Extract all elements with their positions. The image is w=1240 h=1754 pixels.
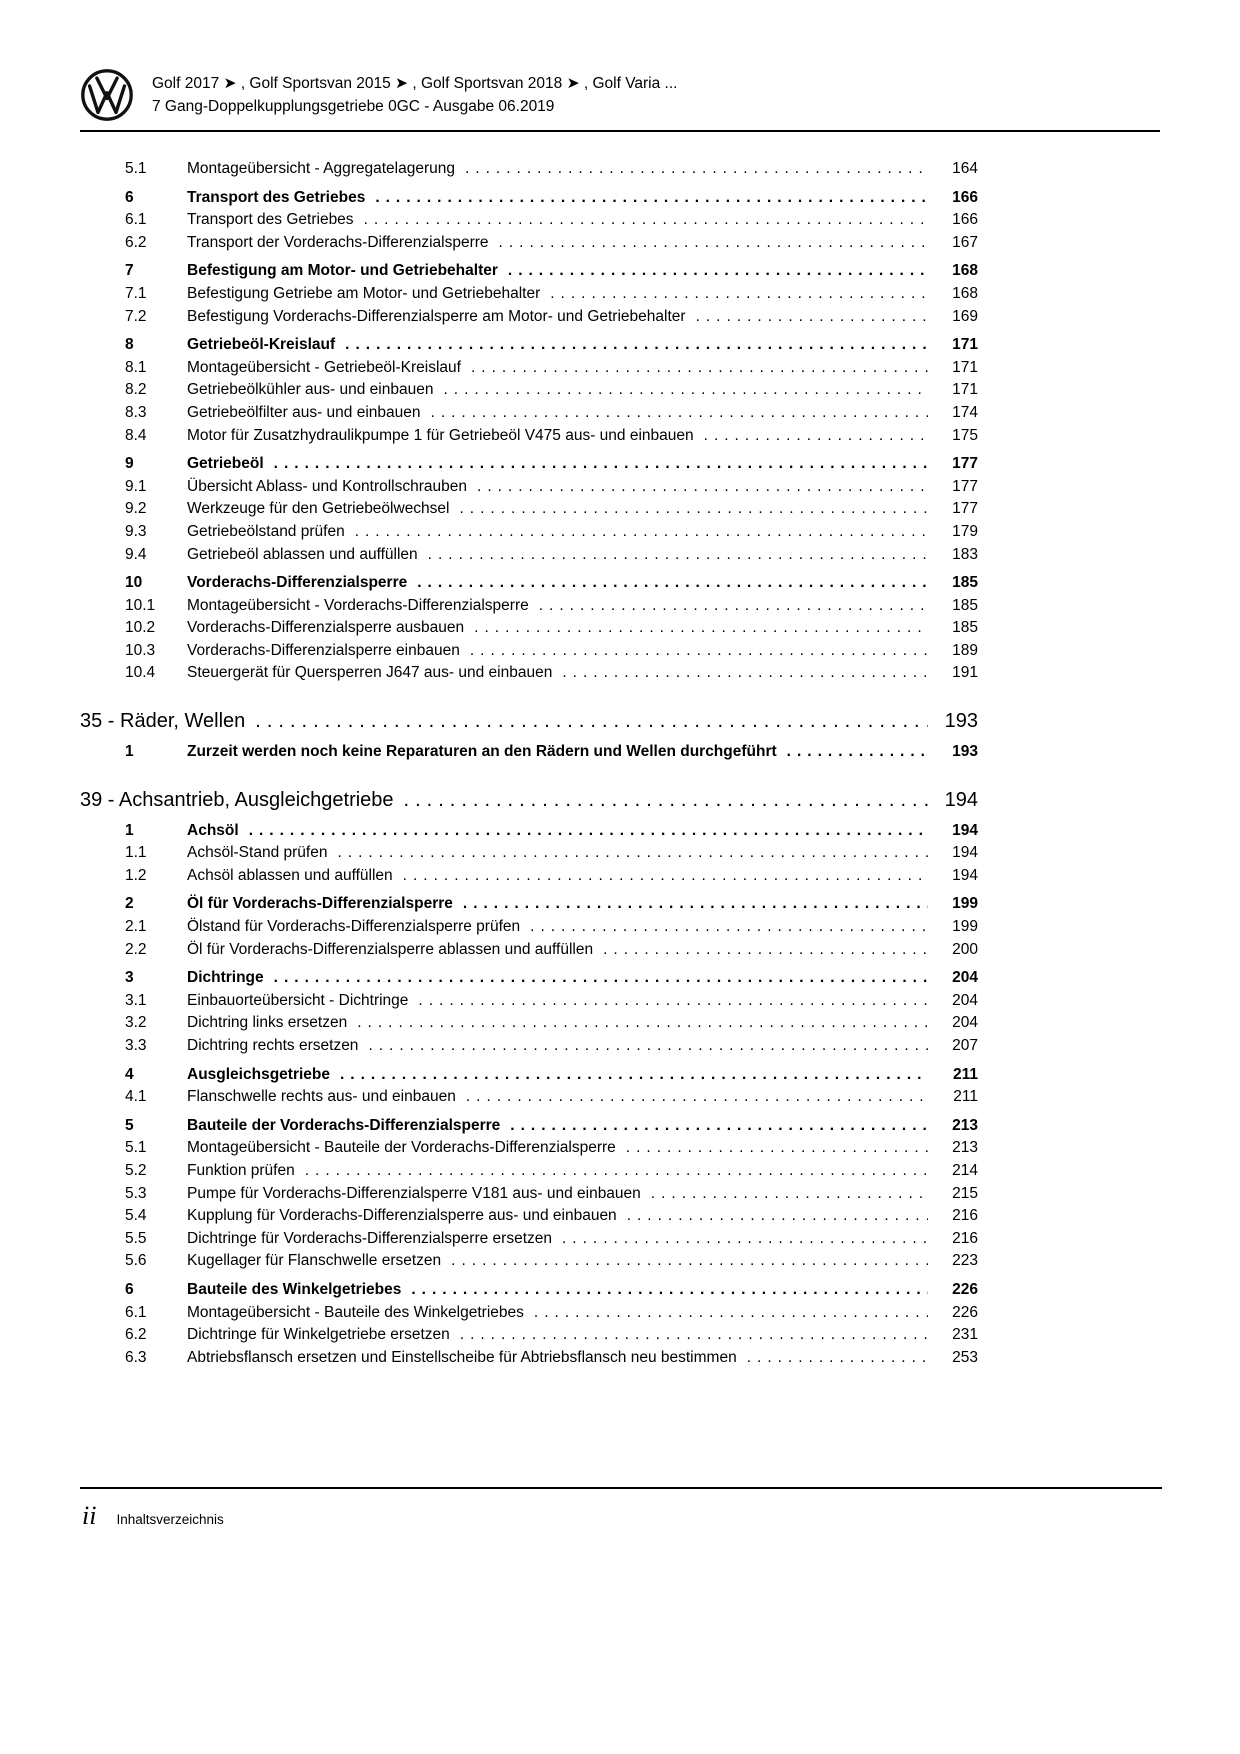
toc-entry-number: 6 [125,188,134,206]
toc-entry-page: 171 [952,358,978,376]
toc-entry-number: 9 [125,455,134,473]
toc-entry-page: 166 [952,211,978,229]
toc-entry [80,1086,978,1109]
dot-leader [470,640,928,663]
toc-entry-number: 9.1 [125,477,147,495]
toc-entry-page: 213 [952,1139,978,1157]
toc-entry-page: 253 [952,1348,978,1366]
toc-entry-title: Transport des Getriebes [187,211,354,229]
dot-leader [340,1064,928,1087]
toc-entry [80,283,978,306]
toc-entry-page: 167 [952,233,978,251]
toc-entry-page: 215 [952,1184,978,1202]
toc-entry-title: Getriebeöl-Kreislauf [187,336,336,354]
toc-entry [80,306,978,329]
footer-label: Inhaltsverzeichnis [116,1512,224,1527]
dot-leader [651,1183,928,1206]
toc-entry-page: 216 [952,1207,978,1225]
toc-entry-page: 211 [953,1088,978,1106]
toc-entry-number: 5.2 [125,1161,147,1179]
toc-entry-title: Dichtring rechts ersetzen [187,1037,359,1054]
toc-entry-page: 171 [952,381,978,399]
toc-entry-title: Getriebeöl ablassen und auffüllen [187,545,418,563]
toc-entry-page: 177 [952,455,978,473]
dot-leader [443,379,928,402]
dot-leader [417,572,928,595]
toc-entry-page: 183 [952,545,978,563]
dot-leader [460,498,929,521]
toc-entry-title: Vorderachs-Differenzialsperre einbauen [187,641,460,659]
toc-entry-title: Pumpe für Vorderachs-Differenzialsperre V181 aus- und einbauen [187,1184,641,1202]
toc-entry-title: Ölstand für Vorderachs-Differenzialsperre prüfen [187,918,521,936]
toc-entry-number: 5.5 [125,1229,147,1247]
toc-entry-title: Öl für Vorderachs-Differenzialsperre ablassen und auffüllen [187,940,594,958]
toc-entry [80,1228,978,1251]
toc-entry-title: Motor für Zusatzhydraulikpumpe 1 für Getriebeöl V475 aus- und einbauen [187,426,694,444]
toc-entry-page: 193 [952,743,978,761]
toc-entry-page: 194 [952,844,978,862]
toc-entry [80,544,978,567]
page-footer [80,1487,1162,1531]
toc-entry-number: 3 [125,969,134,987]
toc-entry [80,820,978,843]
toc-entry-page: 194 [952,866,978,884]
toc [80,158,978,1369]
toc-entry-title: Vorderachs-Differenzialsperre ausbauen [187,619,465,637]
dot-leader [787,741,928,764]
toc-entry-title: Getriebeölstand prüfen [187,522,345,540]
toc-entry-page: 191 [952,664,978,682]
toc-entry-title: 39 - Achsantrieb, Ausgleichgetriebe [80,788,394,811]
toc-entry-page: 185 [952,596,978,614]
dot-leader [368,1035,928,1058]
dot-leader [403,865,928,888]
dot-leader [345,334,928,357]
dot-leader [508,260,928,283]
toc-entry-title: Werkzeuge für den Getriebeölwechsel [187,500,450,518]
toc-entry-page: 213 [952,1116,978,1134]
dot-leader [530,916,928,939]
toc-entry [80,498,978,521]
toc-entry [80,1160,978,1183]
toc-entry [80,1064,978,1087]
toc-entry-title: Montageübersicht - Aggregatelagerung [187,160,455,177]
toc-entry-page: 168 [952,284,978,302]
toc-entry-number: 9.2 [125,500,147,518]
toc-entry [80,1115,978,1138]
toc-entry [80,1183,978,1206]
footer-row [80,1501,1162,1531]
toc-entry [80,453,978,476]
toc-entry-page: 194 [952,821,978,839]
dot-leader [626,1137,928,1160]
toc-entry [80,187,978,210]
dot-leader [465,158,928,181]
toc-entry-title: Flanschwelle rechts aus- und einbauen [187,1088,456,1106]
toc-entry-number: 9.3 [125,522,147,540]
footer-page-number: ii [82,1501,97,1530]
toc-entry-title: Ausgleichsgetriebe [187,1065,330,1083]
header-text [152,72,677,118]
dot-leader [510,1115,928,1138]
toc-entry-number: 7.2 [125,307,147,325]
dot-leader [466,1086,928,1109]
toc-entry-page: 231 [952,1326,978,1344]
dot-leader [562,1228,928,1251]
dot-leader [477,476,928,499]
toc-entry [80,741,978,764]
toc-entry-title: Befestigung Vorderachs-Differenzialsperre am Motor- und Getriebehalter [187,307,686,325]
toc-entry [80,1137,978,1160]
toc-entry-page: 199 [952,895,978,913]
toc-entry [80,842,978,865]
toc-entry-page: 226 [952,1280,978,1298]
toc-entry [80,476,978,499]
toc-entry-page: 177 [952,500,978,518]
toc-entry-title: Transport der Vorderachs-Differenzialsperre [187,233,489,251]
toc-entry [80,1250,978,1273]
toc-entry [80,260,978,283]
toc-entry-title: 35 - Räder, Wellen [80,710,246,733]
toc-entry [80,572,978,595]
toc-entry [80,425,978,448]
toc-entry-title: Befestigung Getriebe am Motor- und Getriebehalter [187,284,541,302]
toc-entry-title: Öl für Vorderachs-Differenzialsperre [187,895,453,913]
toc-entry [80,662,978,685]
toc-entry-number: 1.1 [125,844,147,862]
toc-entry-title: Achsöl [187,821,239,839]
toc-entry-number: 10.1 [125,596,156,614]
toc-entry [80,379,978,402]
toc-entry-title: Getriebeölkühler aus- und einbauen [187,381,434,399]
header-divider [80,130,1160,132]
toc-entry-number: 4.1 [125,1088,147,1106]
toc-entry-page: 175 [952,426,978,444]
toc-entry-page: 168 [952,262,978,280]
toc-entry-title: Montageübersicht - Bauteile des Winkelgetriebes [187,1303,524,1321]
toc-entry [80,1347,978,1370]
toc-entry [80,1279,978,1302]
toc-entry-number: 10.2 [125,619,156,637]
toc-entry-title: Vorderachs-Differenzialsperre [187,574,408,592]
toc-entry-number: 10 [125,574,143,592]
toc-entry [80,1012,978,1035]
toc-entry [80,232,978,255]
dot-leader [704,425,928,448]
toc-entry [80,1205,978,1228]
toc-entry-number: 2 [125,895,134,913]
toc-entry [80,158,978,181]
dot-leader [249,820,928,843]
toc-entry [80,209,978,232]
toc-entry-page: 189 [952,641,978,659]
dot-leader [355,521,928,544]
toc-entry-title: Einbauorteübersicht - Dichtringe [187,991,409,1009]
dot-leader [274,967,928,990]
dot-leader [499,232,928,255]
header-subtitle: 7 Gang-Doppelkupplungsgetriebe 0GC - Ausgabe 06.2019 [152,98,555,115]
toc-entry-page: 193 [944,710,978,733]
toc-entry-page: 185 [952,574,978,592]
toc-entry-number: 7.1 [125,284,147,302]
toc-entry-title: Dichtringe [187,969,264,987]
dot-leader [696,306,928,329]
dot-leader [357,1012,928,1035]
dot-leader [451,1250,928,1273]
toc-entry [80,1324,978,1347]
dot-leader [562,662,928,685]
toc-entry-title: Bauteile des Winkelgetriebes [187,1280,402,1298]
toc-entry-number: 6.1 [125,1303,147,1321]
toc-entry-title: Befestigung am Motor- und Getriebehalter [187,262,498,280]
toc-entry-number: 3.2 [125,1014,147,1032]
toc-entry [80,334,978,357]
toc-entry [80,640,978,663]
toc-entry [80,916,978,939]
toc-entry-title: Steuergerät für Quersperren J647 aus- und einbauen [187,664,553,682]
toc-entry-number: 6.3 [125,1348,147,1366]
toc-entry-title: Montageübersicht - Vorderachs-Differenzialsperre [187,596,529,614]
toc-entry-page: 177 [952,477,978,495]
toc-entry-page: 204 [952,1014,978,1032]
dot-leader [534,1302,928,1325]
toc-entry-number: 8.2 [125,381,147,399]
toc-entry-page: 204 [952,969,978,987]
toc-entry-number: 6 [125,1280,134,1298]
toc-entry [80,865,978,888]
toc-entry [80,967,978,990]
toc-entry-title: Zurzeit werden noch keine Reparaturen an den Rädern und Wellen durchgeführt [187,743,777,761]
toc-entry-page: 214 [952,1161,978,1179]
toc-entry-title: Dichtring links ersetzen [187,1014,348,1032]
toc-entry [80,707,978,735]
toc-entry [80,786,978,814]
toc-entry-number: 2.2 [125,940,147,958]
toc-entry-page: 199 [952,918,978,936]
dot-leader [471,357,928,380]
toc-entry-title: Funktion prüfen [187,1161,295,1179]
toc-entry-page: 194 [944,788,978,811]
toc-entry [80,357,978,380]
toc-entry-title: Montageübersicht - Bauteile der Vorderachs-Differenzialsperre [187,1139,616,1157]
dot-leader [375,187,928,210]
dot-leader [337,842,928,865]
toc-entry-number: 8.3 [125,403,147,421]
toc-entry-number: 6.2 [125,1326,147,1344]
toc-entry-page: 166 [952,188,978,206]
toc-entry-number: 5.1 [125,160,147,177]
toc-entry-number: 6.2 [125,233,147,251]
dot-leader [431,402,928,425]
toc-entry [80,1302,978,1325]
toc-entry-page: 200 [952,940,978,958]
toc-entry-title: Transport des Getriebes [187,188,366,206]
toc-entry-number: 5.4 [125,1207,147,1225]
toc-entry-page: 185 [952,619,978,637]
toc-entry [80,893,978,916]
dot-leader [305,1160,928,1183]
toc-entry-number: 8 [125,336,134,354]
toc-entry-number: 8.1 [125,358,147,376]
toc-entry-number: 5.6 [125,1252,147,1270]
toc-entry-number: 2.1 [125,918,147,936]
dot-leader [550,283,928,306]
toc-entry-number: 1.2 [125,866,147,884]
toc-entry-page: 207 [952,1037,978,1054]
toc-entry-title: Getriebeölfilter aus- und einbauen [187,403,421,421]
toc-entry-number: 3.1 [125,991,147,1009]
toc-entry [80,402,978,425]
dot-leader [411,1279,928,1302]
toc-entry-page: 169 [952,307,978,325]
toc-entry-title: Bauteile der Vorderachs-Differenzialsperre [187,1116,501,1134]
toc-entry-page: 216 [952,1229,978,1247]
dot-leader [539,595,928,618]
page-header [80,68,1160,132]
dot-leader [364,209,928,232]
toc-entry-page: 179 [952,522,978,540]
toc-entry [80,1035,978,1058]
toc-entry-page: 223 [952,1252,978,1270]
toc-entry-number: 4 [125,1065,134,1083]
toc-entry-page: 204 [952,991,978,1009]
dot-leader [747,1347,928,1370]
toc-entry-number: 5 [125,1116,134,1134]
toc-entry-number: 7 [125,262,134,280]
toc-entry-number: 5.3 [125,1184,147,1202]
toc-entry-number: 6.1 [125,211,147,229]
toc-entry-page: 174 [952,403,978,421]
toc-entry [80,617,978,640]
vw-logo-icon [80,68,134,122]
toc-entry-number: 10.3 [125,641,156,659]
toc-entry-title: Kupplung für Vorderachs-Differenzialsperre aus- und einbauen [187,1207,617,1225]
toc-entry-page: 164 [952,160,978,177]
dot-leader [627,1205,928,1228]
toc-entry [80,521,978,544]
dot-leader [603,939,928,962]
toc-entry-title: Achsöl-Stand prüfen [187,844,328,862]
header-models: Golf 2017 ➤ , Golf Sportsvan 2015 ➤ , Golf Sportsvan 2018 ➤ , Golf Varia ... [152,75,678,92]
toc-entry [80,595,978,618]
toc-entry-page: 211 [952,1065,978,1083]
toc-entry-title: Dichtringe für Winkelgetriebe ersetzen [187,1326,450,1344]
toc-entry-number: 1 [125,743,134,761]
dot-leader [463,893,928,916]
dot-leader [428,544,928,567]
footer-divider [80,1487,1162,1489]
dot-leader [460,1324,928,1347]
dot-leader [418,990,928,1013]
toc-entry-title: Getriebeöl [187,455,264,473]
toc-entry-title: Abtriebsflansch ersetzen und Einstellscheibe für Abtriebsflansch neu bestimmen [187,1348,737,1366]
toc-entry-title: Achsöl ablassen und auffüllen [187,866,393,884]
header-row [80,68,1160,122]
toc-entry-number: 8.4 [125,426,147,444]
dot-leader [274,453,928,476]
toc-entry-title: Montageübersicht - Getriebeöl-Kreislauf [187,358,461,376]
toc-entry-number: 9.4 [125,545,147,563]
dot-leader [255,707,928,735]
toc-entry [80,990,978,1013]
toc-entry-number: 1 [125,821,134,839]
toc-entry-title: Dichtringe für Vorderachs-Differenzialsperre ersetzen [187,1229,552,1247]
toc-entry-page: 226 [952,1303,978,1321]
toc-entry-number: 5.1 [125,1139,147,1157]
toc-entry-number: 3.3 [125,1037,147,1054]
toc-entry-page: 171 [952,336,978,354]
dot-leader [404,786,928,814]
toc-entry-number: 10.4 [125,664,156,682]
toc-entry-title: Kugellager für Flanschwelle ersetzen [187,1252,442,1270]
dot-leader [474,617,928,640]
toc-entry [80,939,978,962]
toc-entry-title: Übersicht Ablass- und Kontrollschrauben [187,477,468,495]
